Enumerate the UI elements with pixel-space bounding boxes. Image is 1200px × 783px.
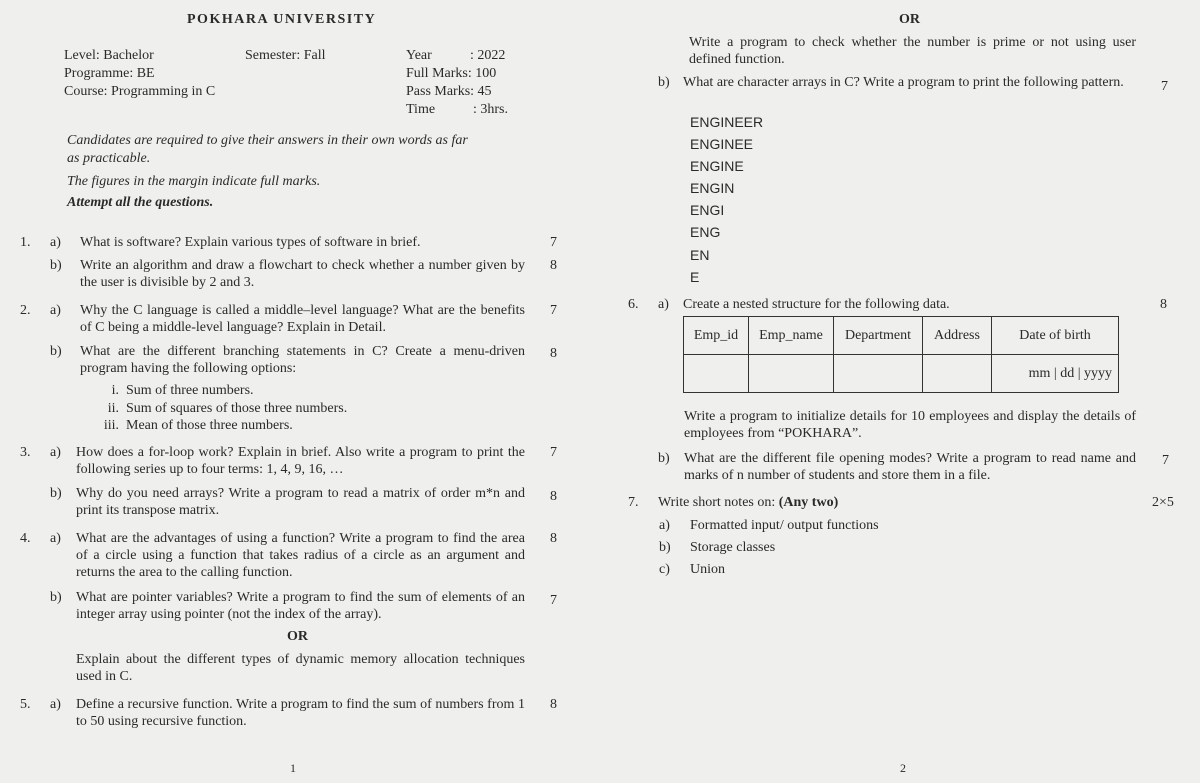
q4a-text: What are the advantages of using a function? Write a program to find the area of a circle using a function that takes radius of a circle as an argument and returns the area to the calling function. (76, 531, 525, 580)
q7-marks: 2×5 (1152, 495, 1174, 510)
instruction-line-1: Candidates are required to give their answers in their own words as far (67, 133, 468, 148)
q1b-label: b) (50, 258, 62, 273)
q4a-label: a) (50, 531, 61, 546)
q2a-marks: 7 (550, 303, 557, 318)
year-label: Year (406, 48, 432, 63)
q6a-after-table-text: Write a program to initialize details for 10 employees and display the details of employees from “POKHARA”. (684, 409, 1136, 441)
q2-option-2-text: Sum of squares of those three numbers. (126, 401, 348, 416)
q6a-marks: 8 (1160, 297, 1167, 312)
q7-text (658, 494, 838, 511)
table-cell (834, 355, 923, 393)
table-cell-dob-format: mm | dd | yyyy (992, 355, 1119, 393)
q3-number: 3. (20, 445, 31, 460)
q2-option-2-number: ii. (107, 401, 119, 416)
q7a-label: a) (659, 518, 670, 533)
pass-marks: Pass Marks: 45 (406, 84, 492, 99)
q7b-text: Storage classes (690, 540, 776, 555)
q6a-label: a) (658, 297, 669, 312)
q5b-text: What are character arrays in C? Write a program to print the following pattern. (683, 75, 1124, 90)
instruction-line-4: Attempt all the questions. (67, 195, 214, 210)
q6b-label: b) (658, 451, 670, 466)
q2-option-3-number: iii. (103, 418, 119, 433)
q2b-marks: 8 (550, 346, 557, 361)
full-marks: Full Marks: 100 (406, 66, 497, 81)
q5b-label: b) (658, 75, 670, 90)
year-value: : 2022 (470, 48, 506, 63)
q7b-label: b) (659, 540, 671, 555)
q4b-label: b) (50, 590, 62, 605)
table-header-department: Department (834, 317, 923, 355)
pattern-line-4: ENGIN (690, 180, 735, 196)
q1-number: 1. (20, 235, 31, 250)
employee-table (683, 316, 1119, 393)
university-title: POKHARA UNIVERSITY (187, 12, 377, 27)
q3b-label: b) (50, 486, 62, 501)
q5a-text: Define a recursive function. Write a program to find the sum of numbers from 1 to 50 using recursive function. (76, 697, 525, 729)
employee-table-data-row (684, 355, 1119, 393)
q2b-text: What are the different branching statements in C? Create a menu-driven program having the following options: (80, 344, 525, 376)
pattern-line-1: ENGINEER (690, 114, 764, 130)
q1a-text: What is software? Explain various types of software in brief. (80, 235, 421, 250)
q2-option-3-text: Mean of those three numbers. (126, 418, 293, 433)
q6b-marks: 7 (1162, 453, 1169, 468)
q3b-marks: 8 (550, 489, 557, 504)
pattern-line-7: EN (690, 247, 710, 263)
q2-option-1-number: i. (111, 383, 119, 398)
q4a-marks: 8 (550, 531, 557, 546)
q3a-label: a) (50, 445, 61, 460)
level: Level: Bachelor (64, 48, 154, 63)
q4b-marks: 7 (550, 593, 557, 608)
instruction-line-3: The figures in the margin indicate full marks. (67, 174, 321, 189)
q7c-text: Union (690, 562, 725, 577)
table-header-date-of-birth: Date of birth (992, 317, 1119, 355)
q5-or: OR (899, 12, 920, 27)
table-cell (684, 355, 749, 393)
q1b-marks: 8 (550, 258, 557, 273)
q6b-text: What are the different file opening modes? Write a program to read name and marks of n number of students and store them in a file. (684, 451, 1136, 483)
q4-number: 4. (20, 531, 31, 546)
table-cell (923, 355, 992, 393)
pattern-line-5: ENGI (690, 202, 725, 218)
pattern-line-2: ENGINEE (690, 136, 754, 152)
time-label: Time (406, 102, 436, 117)
pattern-line-3: ENGINE (690, 158, 744, 174)
programme: Programme: BE (64, 66, 155, 81)
q2-number: 2. (20, 303, 31, 318)
q1a-label: a) (50, 235, 61, 250)
employee-table-header-row (684, 317, 1119, 355)
q2a-label: a) (50, 303, 61, 318)
q7-number: 7. (628, 495, 639, 510)
page-number-1: 1 (290, 761, 296, 775)
q6a-text: Create a nested structure for the following data. (683, 297, 950, 312)
q7c-label: c) (659, 562, 670, 577)
q3a-text: How does a for-loop work? Explain in brief. Also write a program to print the following series up to four terms: 1, 4, 9, 16, … (76, 445, 525, 477)
q5b-marks: 7 (1161, 79, 1168, 94)
semester: Semester: Fall (245, 48, 326, 63)
q5-number: 5. (20, 697, 31, 712)
q7-text-bold: (Any two) (778, 495, 839, 510)
q7-text-main: Write short notes on: (658, 495, 779, 510)
q1a-marks: 7 (550, 235, 557, 250)
q7a-text: Formatted input/ output functions (690, 518, 879, 533)
course: Course: Programming in C (64, 84, 216, 99)
pattern-line-8: E (690, 269, 700, 285)
q5-or-text: Write a program to check whether the number is prime or not using user defined function. (689, 35, 1136, 67)
table-header-emp-name: Emp_name (749, 317, 834, 355)
q2-option-1-text: Sum of three numbers. (126, 383, 254, 398)
q3b-text: Why do you need arrays? Write a program to read a matrix of order m*n and print its transpose matrix. (76, 486, 525, 518)
table-header-emp-id: Emp_id (684, 317, 749, 355)
page-number-2: 2 (900, 761, 906, 775)
time-value: : 3hrs. (473, 102, 508, 117)
q2b-label: b) (50, 344, 62, 359)
q2a-text: Why the C language is called a middle–level language? What are the benefits of C being a middle-level language? Explain in Detail. (80, 303, 525, 335)
table-header-address: Address (923, 317, 992, 355)
pattern-line-6: ENG (690, 224, 721, 240)
q5a-marks: 8 (550, 697, 557, 712)
instruction-line-2: as practicable. (67, 151, 151, 166)
table-cell (749, 355, 834, 393)
q5a-label: a) (50, 697, 61, 712)
q6-number: 6. (628, 297, 639, 312)
q4-or: OR (287, 629, 308, 644)
q1b-text: Write an algorithm and draw a flowchart to check whether a number given by the user is divisible by 2 and 3. (80, 258, 525, 290)
q3a-marks: 7 (550, 445, 557, 460)
q4-or-text: Explain about the different types of dynamic memory allocation techniques used in C. (76, 652, 525, 684)
q4b-text: What are pointer variables? Write a program to find the sum of elements of an integer array using pointer (not the index of the array). (76, 590, 525, 622)
